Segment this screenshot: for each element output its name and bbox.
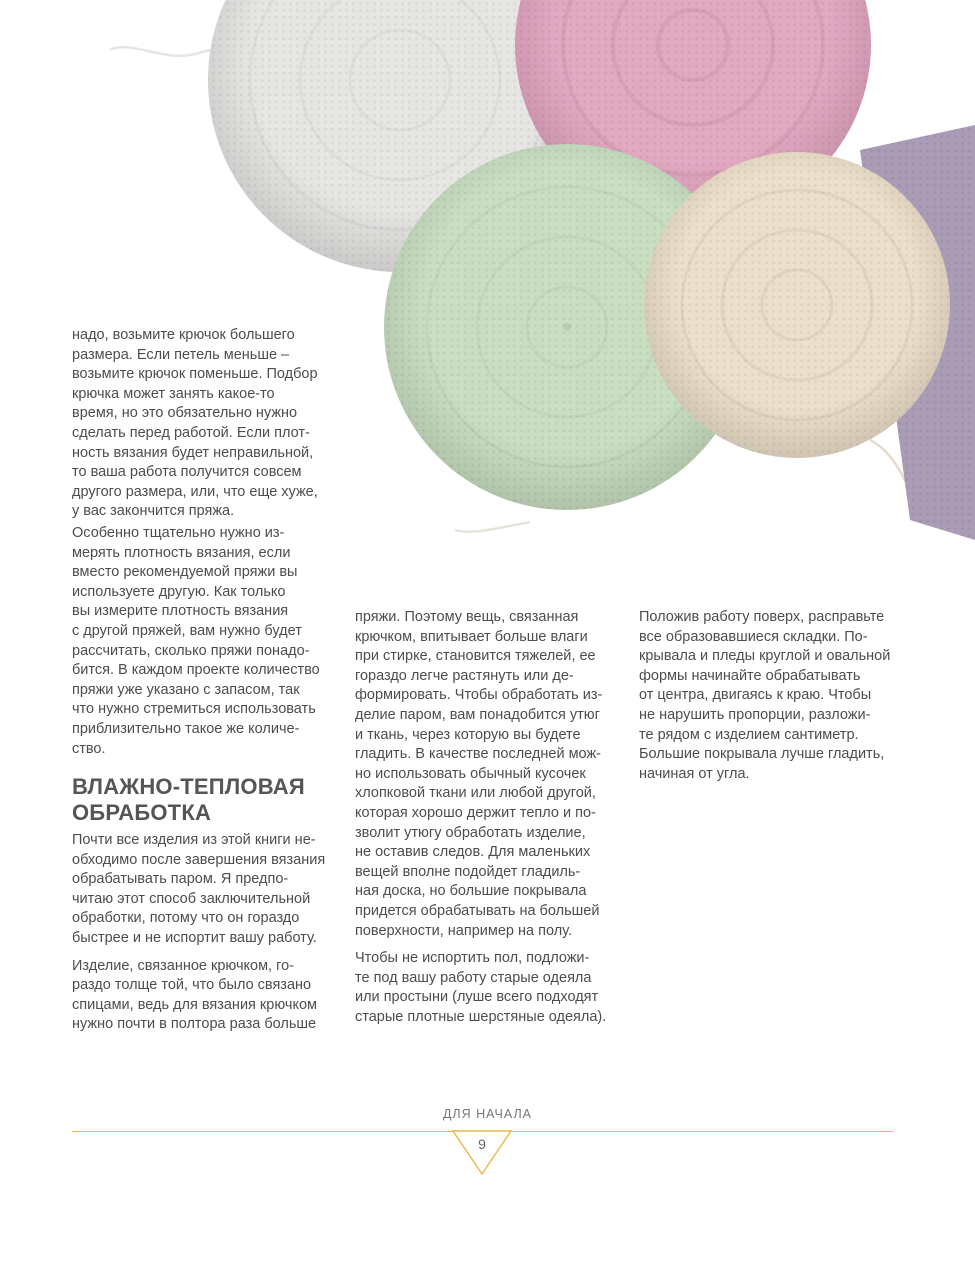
footer-rule-left — [72, 1131, 453, 1132]
column-1-bottom — [72, 831, 342, 1043]
paragraph: Почти все изделия из этой книги не- обходимо после завершения вязания обрабатывать паром. Я предпо- читаю этот способ заключительной обработки, потому что он гораздо быстрее и не испортит вашу работу. — [72, 832, 326, 946]
paragraph: Чтобы не испортить пол, подложи- те под вашу работу старые одеяла или простыни (луше всего подходят старые плотные шерстяные одеяла). — [355, 950, 607, 1025]
footer-section-label: ДЛЯ НАЧАЛА — [442, 1107, 533, 1121]
paragraph: пряжи. Поэтому вещь, связанная крючком, впитывает больше влаги при стирке, становится тяжелей, ее гораздо легче растянуть или де- формировать. Чтобы обработать из- делие паром, вам понадобится утюг и ткань, через которую вы будете гладить. В качестве последней мож- но использовать обычный кусочек хлопковой ткани или любой другой, которая хорошо держит тепло и по- зволит утюгу обработать изделие, не оставив следов. Для маленьких вещей вполне подойдет гладиль- ная доска, но большие покрывала придется обрабатывать на большей поверхности, например на полу. — [355, 609, 603, 939]
paragraph: Изделие, связанное крючком, го- раздо толще той, что было связано спицами, ведь для вязания крючком нужно почти в полтора раза больше — [72, 957, 317, 1033]
column-1-top — [72, 326, 342, 530]
column-3 — [639, 608, 904, 792]
column-1-middle — [72, 524, 342, 767]
paragraph: Положив работу поверх, расправьте все образовавшиеся складки. По- крывала и пледы круглой и овальной формы начинайте обрабатывать от центра, двигаясь к краю. Чтобы не нарушить пропорции, разложи- те рядом с изделием сантиметр. Большие покрывала лучше гладить, начиная от угла. — [639, 609, 891, 782]
paragraph: Особенно тщательно нужно из- мерять плотность вязания, если вместо рекомендуемой пряжи вы используете другую. Как только вы измерите плотность вязания с другой пряжей, вам нужно будет рассчитать, сколько пряжи понадо- бится. В каждом проекте количество пряжи уже указано с запасом, так что нужно стремиться использовать приблизительно такое же количе- ство. — [72, 525, 320, 757]
column-2 — [355, 608, 620, 1035]
page-number: 9 — [478, 1136, 486, 1152]
beige-crochet-circle — [644, 152, 950, 458]
section-heading: ВЛАЖНО-ТЕПЛОВАЯ ОБРАБОТКА — [72, 774, 305, 825]
paragraph: надо, возьмите крючок большего размера. Если петель меньше – возьмите крючок поменьше. Подбор крючка может занять какое-то время, но это обязательно нужно сделать перед работой. Если плот- ность вязания будет неправильной, то ваша работа получится совсем другого размера, или, что еще хуже, у вас закончится пряжа. — [72, 327, 318, 520]
footer-rule-right — [511, 1131, 893, 1132]
